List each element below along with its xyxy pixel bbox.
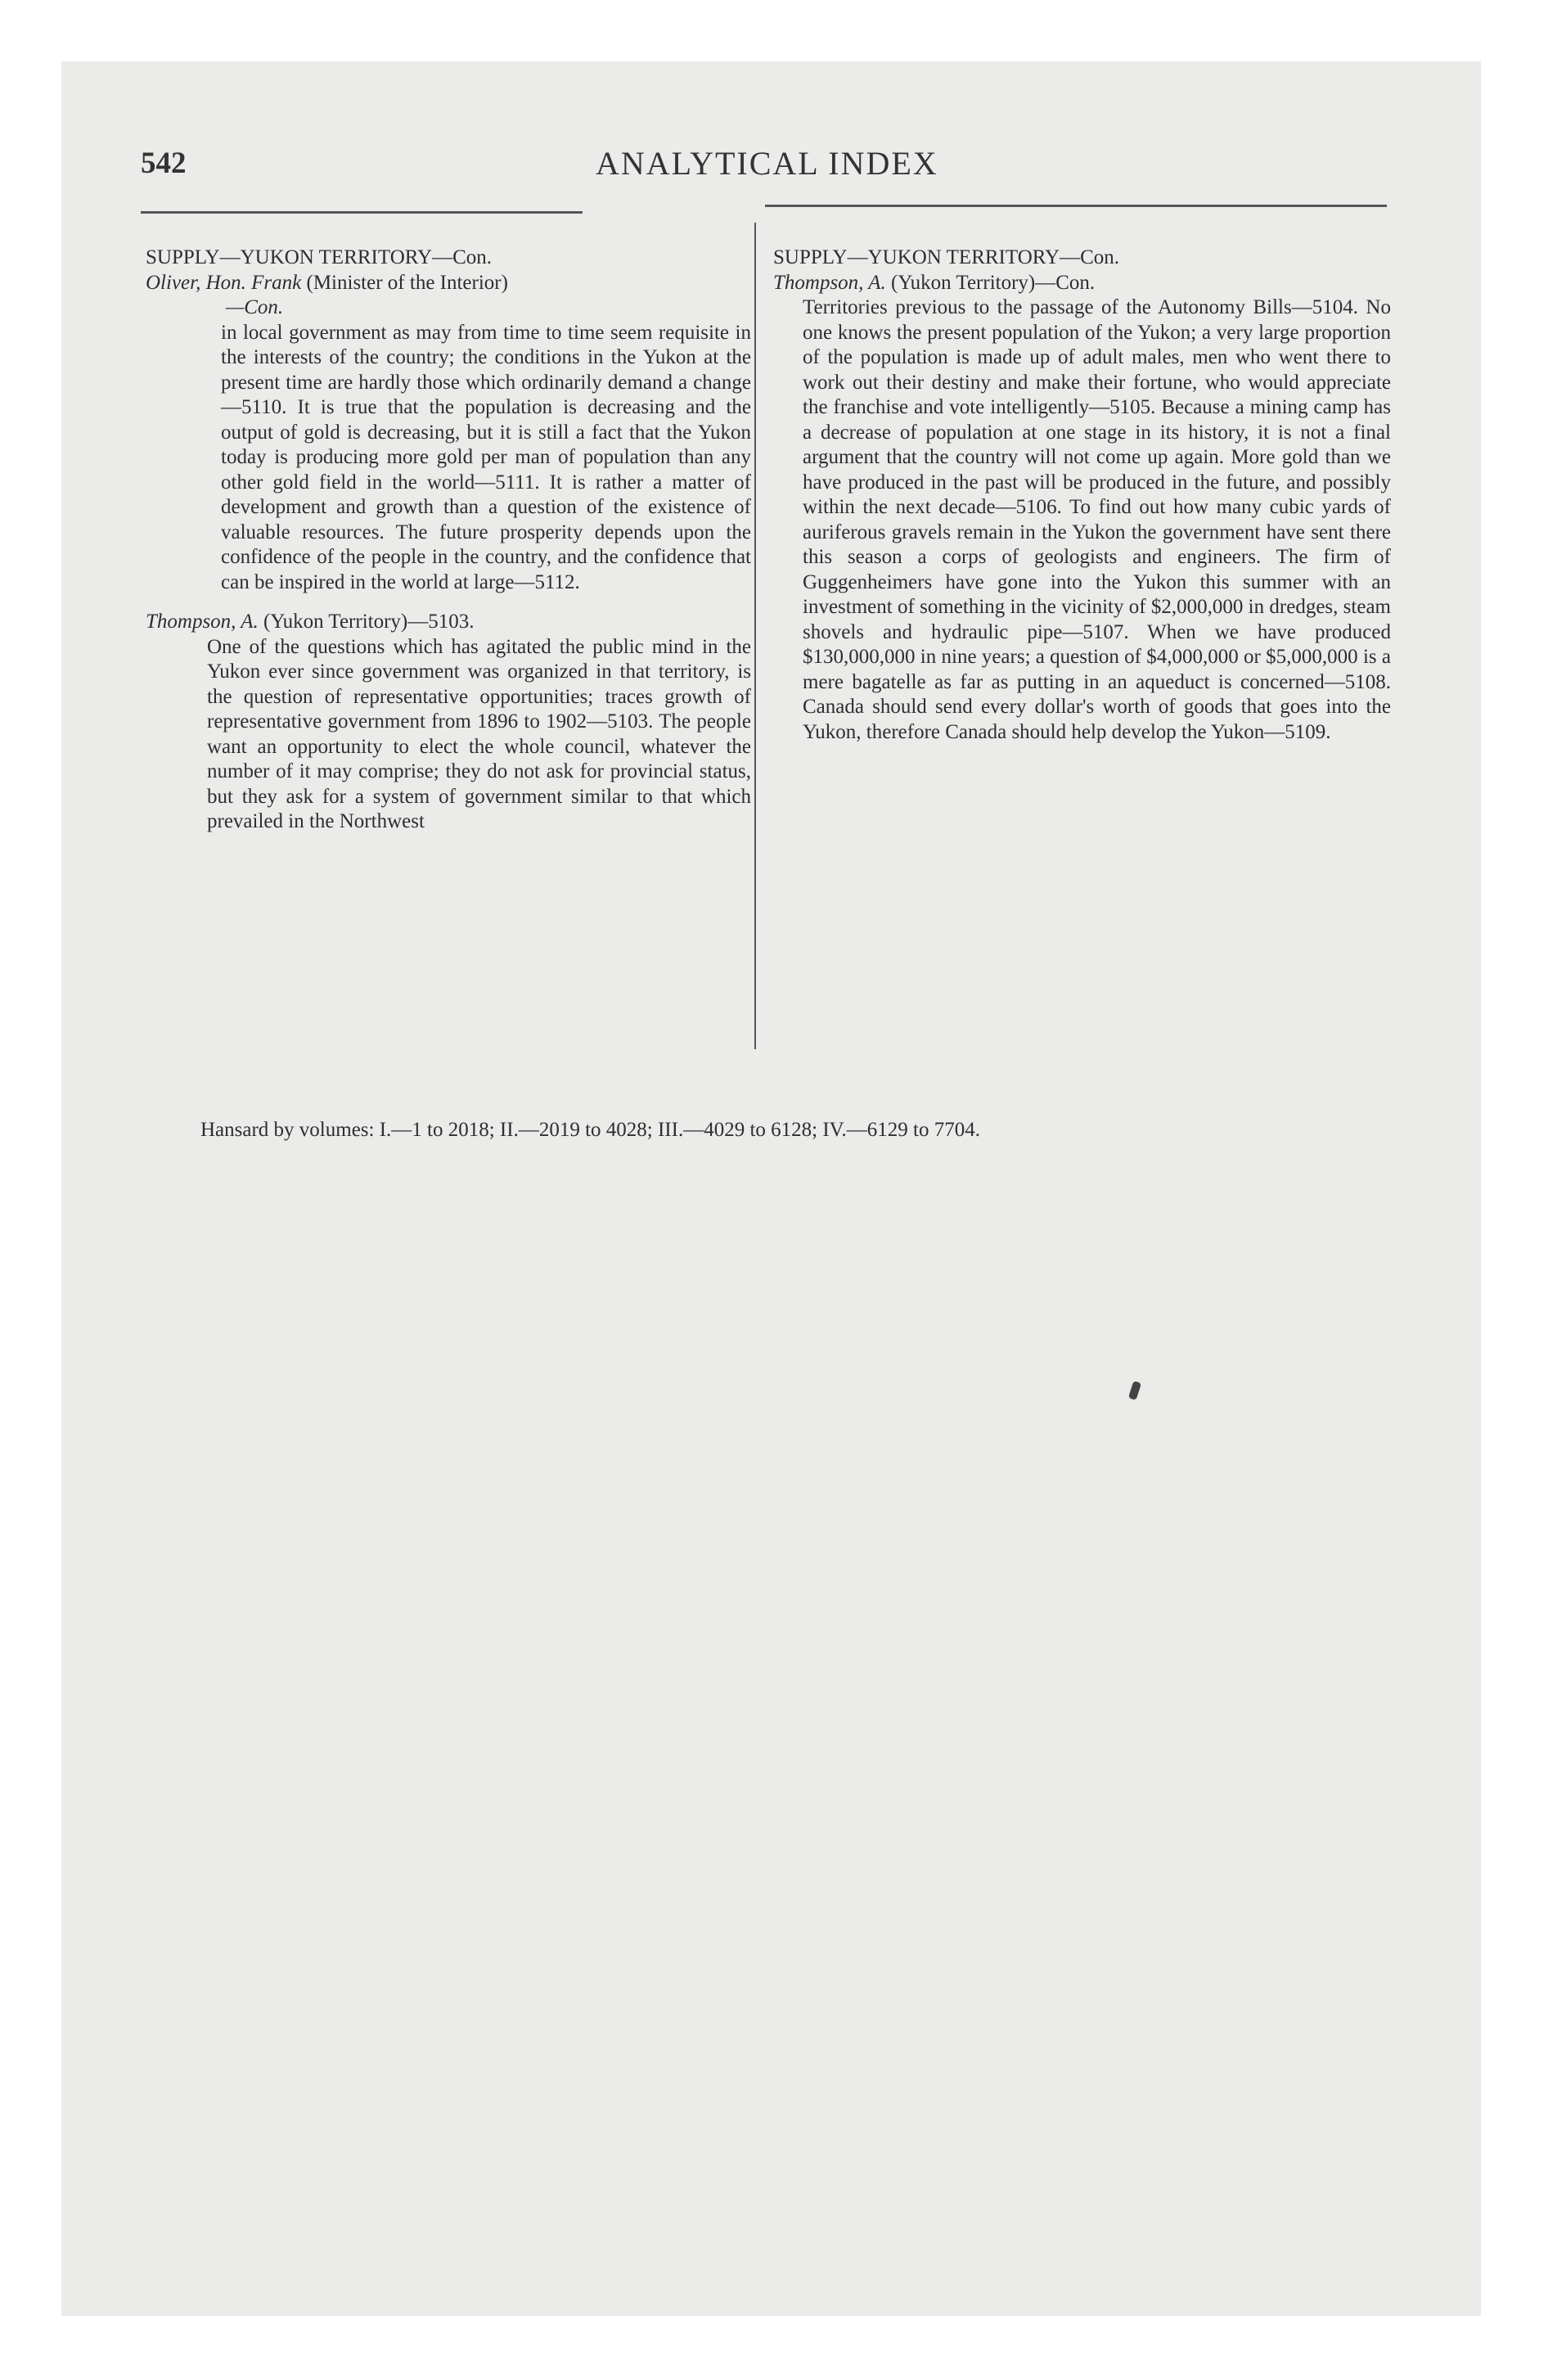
right-section-heading: SUPPLY—YUKON TERRITORY—Con. [773, 246, 1120, 268]
speaker-role: (Yukon Territory)—Con. [891, 271, 1096, 294]
left-paragraph-2: One of the questions which has agitated the public mind in the Yukon ever since government was organized in that territory, is the question of representative opportunities; traces growth of representative government from 1896 to 1902—5103. The people want an opportunity to elect the whole council, whatever the number of it may comprise; they do not ask for provincial status, but they ask for a system of government similar to that which prevailed in the Northwest [207, 635, 751, 832]
left-speaker-thompson [146, 610, 751, 635]
hansard-volumes-note: Hansard by volumes: I.—1 to 2018; II.—2019 to 4028; III.—4029 to 6128; IV.—6129 to 7704. [200, 1119, 980, 1141]
speaker-role: (Yukon Territory)—5103. [263, 611, 475, 633]
right-paragraph: Territories previous to the passage of the Autonomy Bills—5104. No one knows the present population of the Yukon; a very large proportion of the population is made up of adult males, men who went there to work out their destiny and make their fortune, who would appreciate the franchise and vote intelligently—5105. Because a mining camp has a decrease of population at one stage in its history, it is not a final argument that the country will not come up again. More gold than we have produced in the past will be produced in the future, and possibly within the next decade—5106. To find out how many cubic yards of auriferous gravels remain in the Yukon the government have sent there this season a corps of geologists and engineers. The firm of Guggenheimers have gone into the Yukon this summer with an investment of something in the vicinity of $2,000,000 in dredges, steam shovels and hydraulic pipe—5107. When we have produced $130,000,000 in nine years; a question of $4,000,000 or $5,000,000 is a mere bagatelle as far as putting in an aqueduct is concerned—5108. Canada should send every dollar's worth of goods that goes into the Yukon, therefore Canada should help develop the Yukon—5109. [803, 296, 1391, 743]
left-column [146, 246, 751, 835]
speaker-role: (Minister of the Interior) [306, 271, 508, 294]
left-speaker-oliver [146, 271, 751, 296]
left-section-heading: SUPPLY—YUKON TERRITORY—Con. [146, 246, 493, 268]
speaker-name: Thompson, A. [146, 611, 259, 633]
right-column [773, 246, 1391, 745]
left-paragraph-1: in local government as may from time to time seem requisite in the interests of the country; the conditions in the Yukon at the present time are hardly those which ordinarily demand a change—5110. It is true that the population is decreasing and the output of gold is decreasing, but it is still a fact that the Yukon today is producing more gold per man of population than any other gold field in the world—5111. It is rather a matter of development and growth than a question of the existence of valuable resources. The future prosperity depends upon the confidence of the people in the country, and the confidence that can be inspired in the world at large—5112. [221, 321, 751, 593]
speaker-name: Thompson, A. [773, 271, 886, 294]
header-rule-right [765, 205, 1387, 207]
column-divider [754, 223, 756, 1049]
page-title: ANALYTICAL INDEX [596, 145, 938, 182]
header-rule-left [141, 211, 583, 214]
speaker-cont [146, 295, 751, 321]
page-number: 542 [141, 146, 187, 180]
speaker-cont-text: —Con. [226, 296, 284, 318]
speaker-name: Oliver, Hon. Frank [146, 271, 302, 294]
right-speaker-thompson [773, 271, 1391, 296]
spacer [146, 595, 751, 610]
